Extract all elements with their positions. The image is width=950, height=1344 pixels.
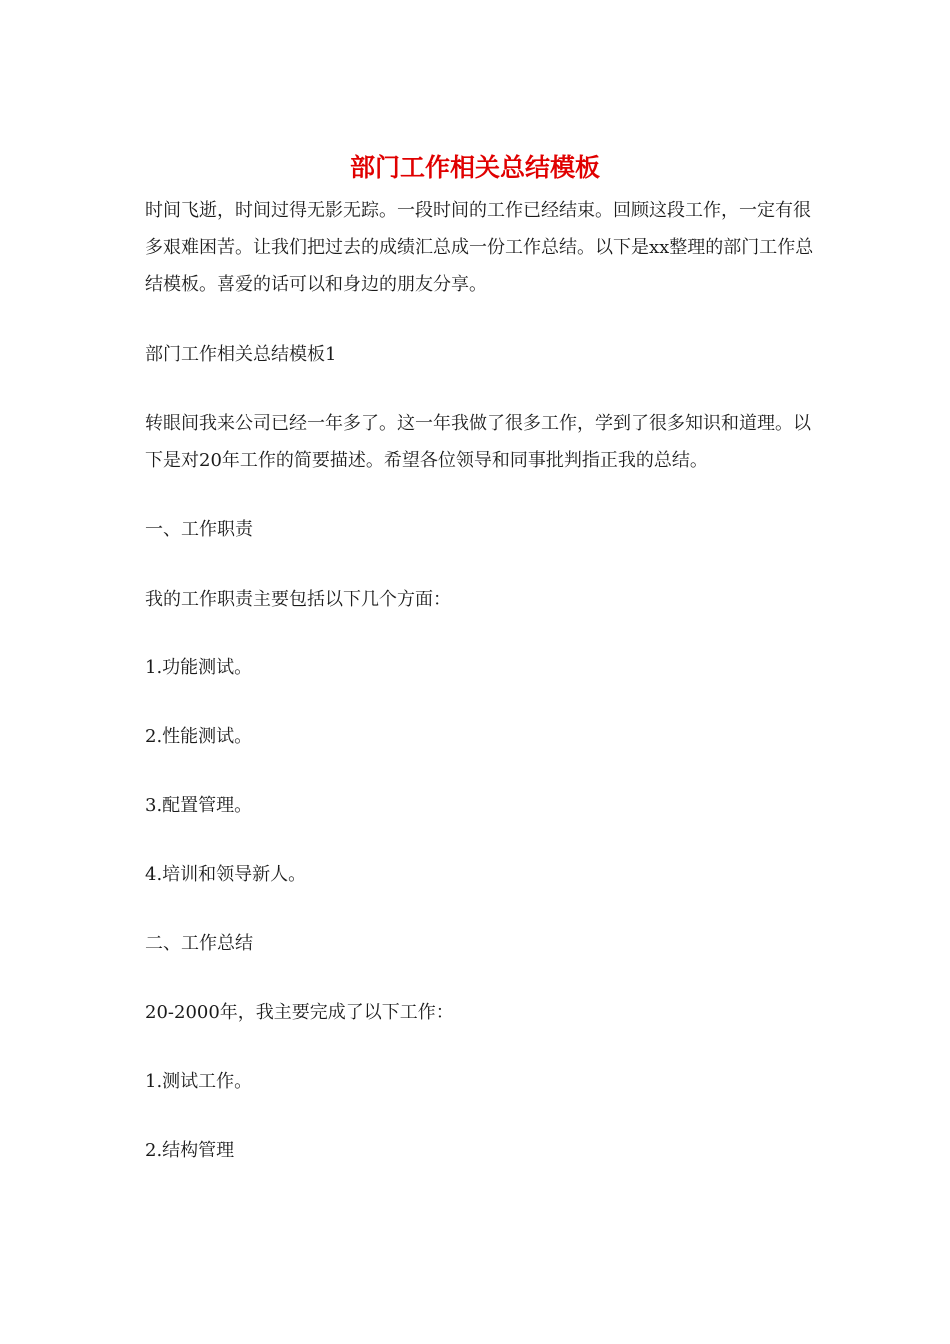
heading-job-duties: 一、工作职责 xyxy=(145,519,253,540)
list-item: 1.功能测试。 xyxy=(145,657,253,678)
list-item: 2.结构管理 xyxy=(145,1140,235,1161)
intro-paragraph: 时间飞逝，时间过得无影无踪。一段时间的工作已经结束。回顾这段工作，一定有很多艰难困苦。让我们把过去的成绩汇总成一份工作总结。以下是xx整理的部门工作总结模板。喜爱的话可以和身边的朋友分享。 xyxy=(145,200,814,295)
list-item: 2.性能测试。 xyxy=(145,726,253,747)
list-item: 4.培训和领导新人。 xyxy=(145,864,307,885)
paragraph-3: 20-2000年，我主要完成了以下工作： xyxy=(145,1002,454,1023)
paragraph-2: 我的工作职责主要包括以下几个方面： xyxy=(145,589,451,610)
document-title: 部门工作相关总结模板 xyxy=(349,153,600,182)
list-item: 1.测试工作。 xyxy=(145,1071,253,1092)
heading-work-summary: 二、工作总结 xyxy=(145,933,253,954)
paragraph-1: 转眼间我来公司已经一年多了。这一年我做了很多工作，学到了很多知识和道理。以下是对20年工作的简要描述。希望各位领导和同事批判指正我的总结。 xyxy=(145,413,811,471)
section-title: 部门工作相关总结模板1 xyxy=(145,344,337,365)
list-item: 3.配置管理。 xyxy=(145,795,253,816)
